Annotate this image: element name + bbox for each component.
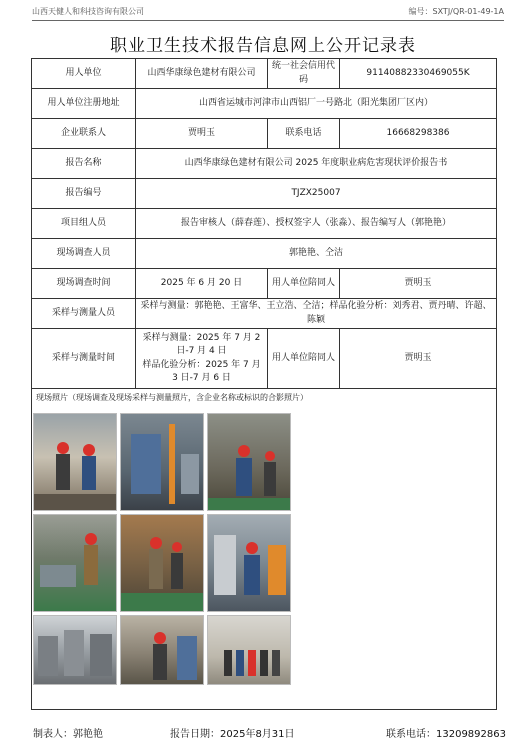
report-number-label: 报告编号 xyxy=(32,179,136,209)
footer-report-date: 报告日期：2025年8月31日 xyxy=(170,729,295,740)
workers-figure xyxy=(34,414,117,511)
row-sampling-time xyxy=(32,329,497,389)
survey-time-label: 现场调查时间 xyxy=(32,269,136,299)
credit-code-label: 统一社会信用代码 xyxy=(268,59,340,89)
row-photos xyxy=(32,389,497,710)
site-photo-1 xyxy=(33,413,117,511)
survey-staff-value: 郭艳艳、仝洁 xyxy=(136,239,497,269)
site-photo-9 xyxy=(207,615,291,685)
row-sampling-staff xyxy=(32,299,497,329)
footer-phone: 联系电话：13209892863 xyxy=(386,729,506,740)
group-photo-figure xyxy=(208,616,291,685)
credit-code-value: 91140882330469055K xyxy=(340,59,497,89)
row-survey-staff xyxy=(32,239,497,269)
photos-caption: 现场照片（现场调查及现场采样与测量照片，含企业名称或标识的合影照片） xyxy=(36,393,308,402)
sampling-time-line-1: 采样与测量：2025 年 7 月 2 日-7 月 4 日 xyxy=(142,333,261,357)
site-photo-7 xyxy=(33,615,117,685)
machinery-figure xyxy=(34,616,117,685)
page-header xyxy=(32,4,504,21)
sampling-time-line-2: 样品化验分析：2025 年 7 月 3 日-7 月 6 日 xyxy=(142,359,261,383)
report-name-label: 报告名称 xyxy=(32,149,136,179)
photos-cell xyxy=(32,389,497,710)
report-name-value: 山西华康绿色建材有限公司 2025 年度职业病危害现状评价报告书 xyxy=(136,149,497,179)
workers-figure xyxy=(34,515,117,612)
accompany2-label: 用人单位陪同人 xyxy=(268,329,340,389)
site-photo-3 xyxy=(207,413,291,511)
project-team-value: 报告审核人（薛春莲）、授权签字人（张淼）、报告编写人（郭艳艳） xyxy=(136,209,497,239)
site-photo-5 xyxy=(120,514,204,612)
machinery-figure xyxy=(121,414,204,511)
sampling-time-value xyxy=(136,329,268,389)
site-photo-8 xyxy=(120,615,204,685)
site-photo-2 xyxy=(120,413,204,511)
workers-figure xyxy=(208,414,291,511)
contact-label: 企业联系人 xyxy=(32,119,136,149)
header-doc-number: 编号：SXTJ/QR-01-49-1A xyxy=(408,7,504,16)
accompany-value: 贾明玉 xyxy=(340,269,497,299)
accompany-label: 用人单位陪同人 xyxy=(268,269,340,299)
address-value: 山西省运城市河津市山西铝厂一号路北（阳光集团厂区内） xyxy=(136,89,497,119)
row-address xyxy=(32,89,497,119)
record-table xyxy=(31,58,497,710)
employer-value: 山西华康绿色建材有限公司 xyxy=(136,59,268,89)
workers-figure xyxy=(121,515,204,612)
sampling-staff-label: 采样与测量人员 xyxy=(32,299,136,329)
report-number-value: TJZX25007 xyxy=(136,179,497,209)
workers-figure xyxy=(208,515,291,612)
project-team-label: 项目组人员 xyxy=(32,209,136,239)
row-employer xyxy=(32,59,497,89)
workers-figure xyxy=(121,616,204,685)
row-contact xyxy=(32,119,497,149)
sampling-staff-value: 采样与测量：郭艳艳、王富华、王立浩、仝洁；样品化验分析：刘秀君、贾丹晴、许超、陈颖 xyxy=(136,299,497,329)
row-report-number xyxy=(32,179,497,209)
header-company: 山西天健人和科技咨询有限公司 xyxy=(32,7,144,16)
site-photo-6 xyxy=(207,514,291,612)
row-survey-time xyxy=(32,269,497,299)
survey-staff-label: 现场调查人员 xyxy=(32,239,136,269)
employer-label: 用人单位 xyxy=(32,59,136,89)
sampling-time-label: 采样与测量时间 xyxy=(32,329,136,389)
address-label: 用人单位注册地址 xyxy=(32,89,136,119)
footer-preparer: 制表人：郭艳艳 xyxy=(33,729,103,740)
contact-value: 贾明玉 xyxy=(136,119,268,149)
row-project-team xyxy=(32,209,497,239)
site-photo-4 xyxy=(33,514,117,612)
phone-label: 联系电话 xyxy=(268,119,340,149)
phone-value: 16668298386 xyxy=(340,119,497,149)
accompany2-value: 贾明玉 xyxy=(340,329,497,389)
page-title: 职业卫生技术报告信息网上公开记录表 xyxy=(110,36,416,56)
row-report-name xyxy=(32,149,497,179)
survey-time-value: 2025 年 6 月 20 日 xyxy=(136,269,268,299)
